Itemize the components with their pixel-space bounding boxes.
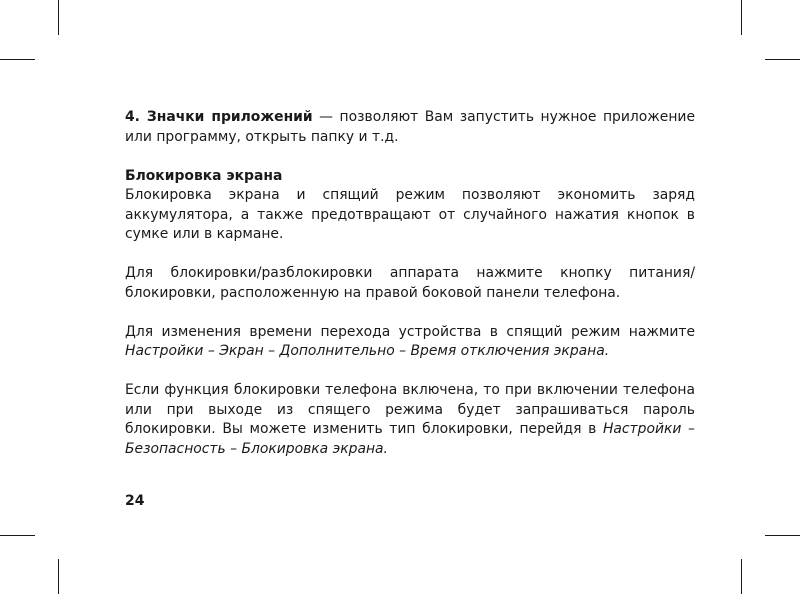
crop-mark [741, 0, 742, 35]
lock-type-paragraph [125, 381, 695, 459]
lock-type-path: Настройки – Безопасность – Блокировка экрана. [125, 421, 695, 457]
sleep-time-text: Для изменения времени перехода устройства в спящий режим нажмите [125, 323, 695, 340]
lock-unlock-paragraph: Для блокировки/разблокировки аппарата нажмите кнопку питания/блокировки, расположенную на правой боковой панели телефона. [125, 265, 695, 301]
section-heading: Блокировка экрана [125, 167, 283, 184]
crop-mark [0, 59, 35, 60]
app-icons-text: — позволяют Вам запустить нужное приложение или программу, открыть папку и т.д. [125, 109, 695, 145]
app-icons-paragraph [125, 108, 695, 147]
page-number: 24 [125, 493, 145, 509]
crop-mark [765, 535, 800, 536]
app-icons-label: 4. Значки приложений [125, 109, 313, 125]
screen-lock-paragraph [125, 167, 695, 245]
screen-lock-text: Блокировка экрана и спящий режим позволяют экономить заряд аккумулятора, а также предотвращают от случайного нажатия кнопок в сумке или в кармане. [125, 187, 695, 242]
sleep-time-paragraph [125, 323, 695, 362]
crop-mark [765, 59, 800, 60]
crop-mark [58, 559, 59, 594]
sleep-time-path: Настройки – Экран – Дополнительно – Время отключения экрана. [125, 343, 610, 359]
crop-mark [0, 535, 35, 536]
page-content [125, 108, 695, 459]
crop-mark [741, 559, 742, 594]
crop-mark [58, 0, 59, 35]
lock-type-text: Если функция блокировки телефона включена, то при включении телефона или при выходе из спящего режима будет запрашиваться пароль блокировки. Вы можете изменить тип блокировки, перейдя в [125, 382, 695, 437]
